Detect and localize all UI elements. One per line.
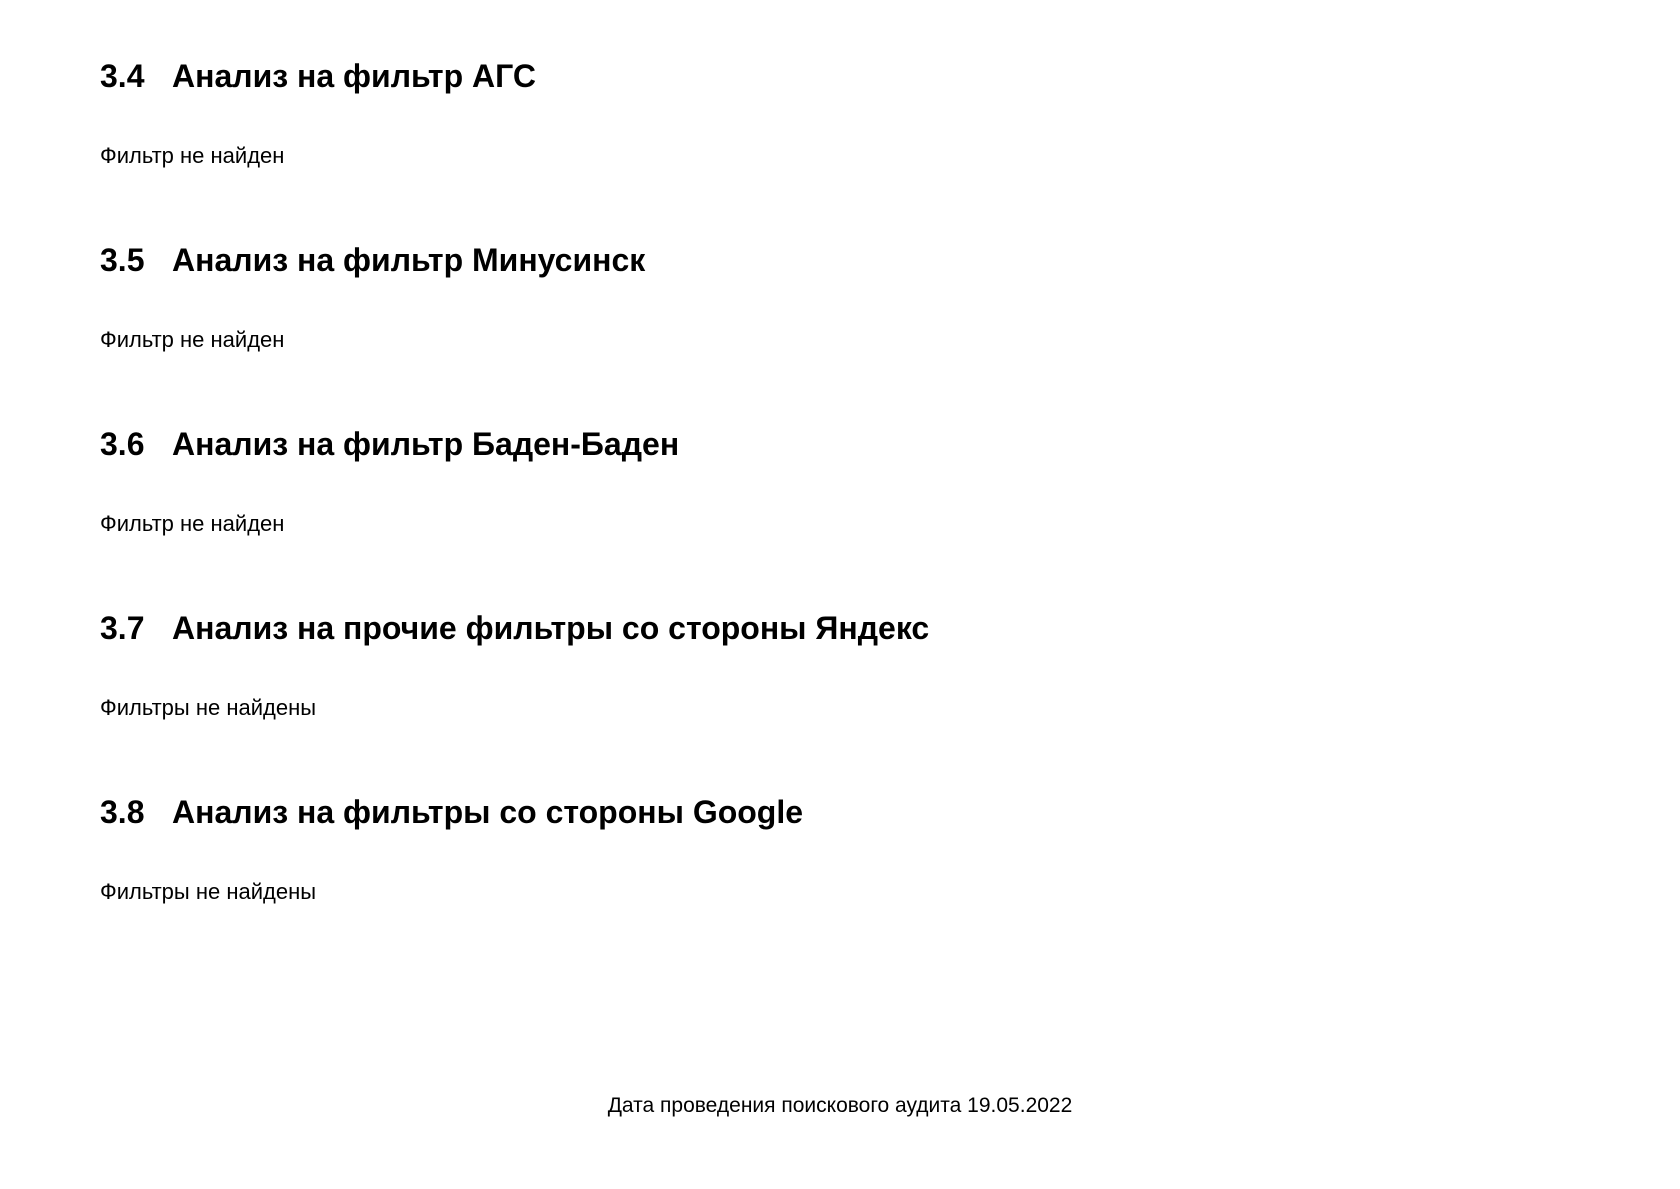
section-3-8 — [100, 792, 1500, 906]
section-3-7 — [100, 608, 1500, 722]
section-title: Анализ на фильтр АГС — [172, 58, 536, 94]
section-title: Анализ на фильтр Минусинск — [172, 242, 646, 278]
audit-date-footer: Дата проведения поискового аудита 19.05.2022 — [607, 1094, 1073, 1117]
section-text: Фильтры не найдены — [100, 695, 317, 720]
section-heading — [100, 424, 1500, 464]
section-3-4 — [100, 56, 1500, 170]
section-text: Фильтр не найден — [100, 143, 285, 168]
section-heading — [100, 56, 1500, 96]
section-text: Фильтры не найдены — [100, 879, 317, 904]
section-number: 3.6 — [100, 426, 145, 462]
section-title: Анализ на прочие фильтры со стороны Яндекс — [172, 610, 930, 646]
section-heading — [100, 240, 1500, 280]
section-3-6 — [100, 424, 1500, 538]
section-3-5 — [100, 240, 1500, 354]
section-number: 3.4 — [100, 58, 145, 94]
section-heading — [100, 792, 1500, 832]
section-text: Фильтр не найден — [100, 511, 285, 536]
section-text: Фильтр не найден — [100, 327, 285, 352]
section-number: 3.8 — [100, 794, 145, 830]
section-number: 3.7 — [100, 610, 145, 646]
section-title: Анализ на фильтры со стороны Google — [172, 794, 804, 830]
section-heading — [100, 608, 1500, 648]
section-title: Анализ на фильтр Баден-Баден — [172, 426, 680, 462]
section-number: 3.5 — [100, 242, 145, 278]
